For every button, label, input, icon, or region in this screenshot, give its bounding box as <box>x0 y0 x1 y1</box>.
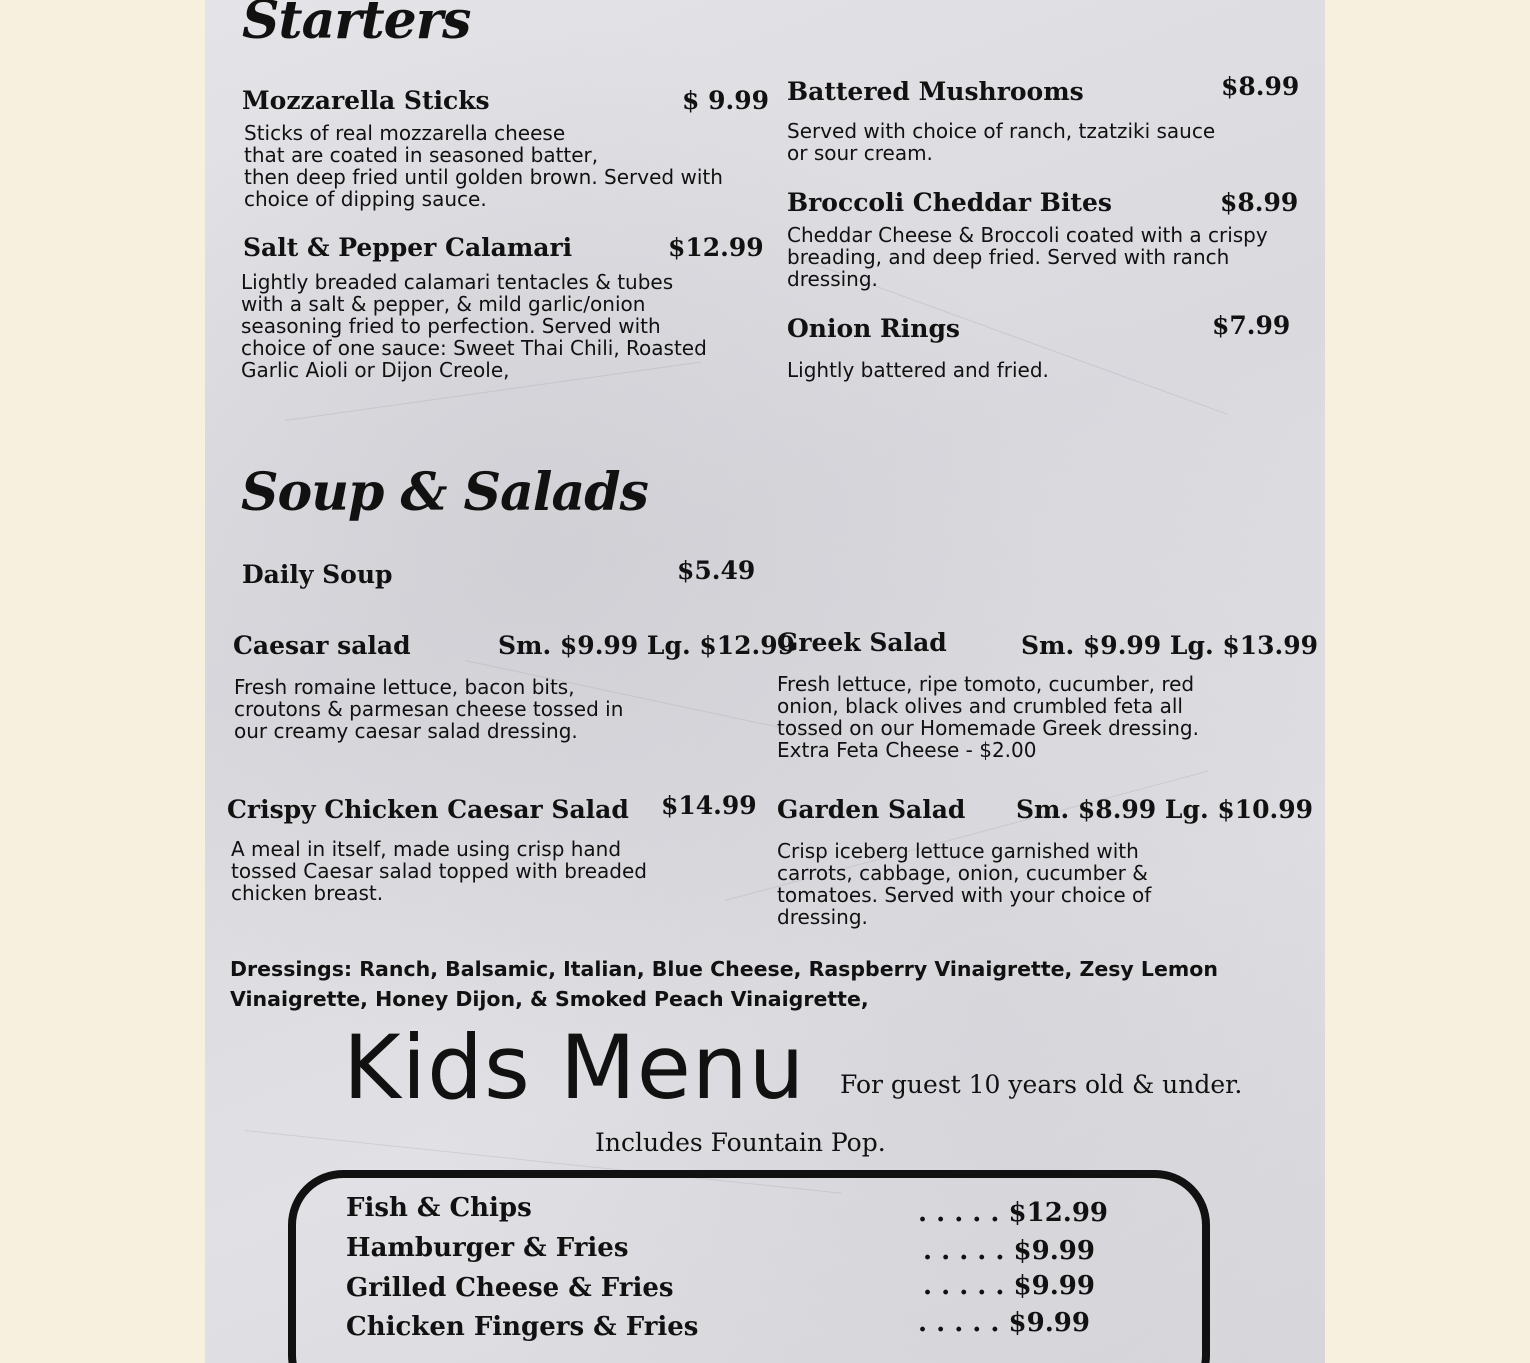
item-price-battered-mushrooms: $8.99 <box>1221 72 1300 101</box>
kids-item-name: Fish & Chips <box>346 1193 532 1223</box>
item-name-onion-rings: Onion Rings <box>787 314 961 343</box>
item-name-garden-salad: Garden Salad <box>777 795 966 824</box>
item-price-mozzarella-sticks: $ 9.99 <box>682 86 769 115</box>
item-desc-salt-pepper-calamari: Lightly breaded calamari tentacles & tubes with a salt & pepper, & mild garlic/onion seasoning fried to perfection. Served with choice of one sauce: Sweet Thai Chili, Roasted Garlic Aioli or Dijon Creole, <box>241 270 707 382</box>
item-name-salt-pepper-calamari: Salt & Pepper Calamari <box>243 233 573 262</box>
item-price-caesar-salad: Sm. $9.99 Lg. $12.99 <box>498 631 796 660</box>
starters-title: Starters <box>242 0 471 51</box>
item-name-caesar-salad: Caesar salad <box>233 631 411 660</box>
kids-item-name: Hamburger & Fries <box>346 1233 629 1263</box>
soups-salads-title: Soup & Salads <box>241 462 648 523</box>
item-desc-garden-salad: Crisp iceberg lettuce garnished with carrots, cabbage, onion, cucumber & tomatoes. Served with your choice of dressing. <box>777 839 1152 929</box>
item-price-crispy-chicken-caesar-salad: $14.99 <box>661 791 757 820</box>
item-desc-mozzarella-sticks: Sticks of real mozzarella cheese that are coated in seasoned batter, then deep fried until golden brown. Served with choice of dipping sauce. <box>244 121 723 211</box>
item-price-onion-rings: $7.99 <box>1212 311 1291 340</box>
item-price-broccoli-cheddar-bites: $8.99 <box>1220 188 1299 217</box>
item-name-daily-soup: Daily Soup <box>242 560 393 589</box>
kids-item-price: . . . . . $9.99 <box>923 1271 1095 1301</box>
kids-item-price: . . . . . $9.99 <box>923 1236 1095 1266</box>
kids-item-price: . . . . . $9.99 <box>918 1308 1090 1338</box>
item-desc-broccoli-cheddar-bites: Cheddar Cheese & Broccoli coated with a crispy breading, and deep fried. Served with ranch dressing. <box>787 223 1268 291</box>
item-desc-caesar-salad: Fresh romaine lettuce, bacon bits, croutons & parmesan cheese tossed in our creamy caesar salad dressing. <box>234 675 624 743</box>
kids-item-name: Chicken Fingers & Fries <box>346 1312 699 1342</box>
item-desc-greek-salad: Fresh lettuce, ripe tomoto, cucumber, red onion, black olives and crumbled feta all tossed on our Homemade Greek dressing. Extra Feta Cheese - $2.00 <box>777 672 1199 762</box>
kids-menu-title: Kids Menu <box>343 1016 806 1119</box>
item-price-salt-pepper-calamari: $12.99 <box>668 233 764 262</box>
item-name-mozzarella-sticks: Mozzarella Sticks <box>242 86 490 115</box>
dressings-list: Dressings: Ranch, Balsamic, Italian, Blue Cheese, Raspberry Vinaigrette, Zesy Lemon Vinaigrette, Honey Dijon, & Smoked Peach Vinaigrette, <box>230 957 1218 1011</box>
kids-age-note: For guest 10 years old & under. <box>840 1070 1243 1099</box>
menu-page <box>205 0 1325 1363</box>
kids-item-price: . . . . . $12.99 <box>918 1198 1109 1228</box>
item-desc-onion-rings: Lightly battered and fried. <box>787 358 1049 382</box>
item-name-greek-salad: Greek Salad <box>777 628 947 657</box>
item-price-garden-salad: Sm. $8.99 Lg. $10.99 <box>1016 795 1314 824</box>
item-name-broccoli-cheddar-bites: Broccoli Cheddar Bites <box>787 188 1112 217</box>
item-name-battered-mushrooms: Battered Mushrooms <box>787 77 1084 106</box>
kids-item-name: Grilled Cheese & Fries <box>346 1273 674 1303</box>
item-desc-battered-mushrooms: Served with choice of ranch, tzatziki sauce or sour cream. <box>787 119 1216 165</box>
item-price-daily-soup: $5.49 <box>677 556 756 585</box>
item-name-crispy-chicken-caesar-salad: Crispy Chicken Caesar Salad <box>227 795 629 824</box>
item-price-greek-salad: Sm. $9.99 Lg. $13.99 <box>1021 631 1319 660</box>
kids-drink-note: Includes Fountain Pop. <box>595 1128 886 1157</box>
item-desc-crispy-chicken-caesar-salad: A meal in itself, made using crisp hand tossed Caesar salad topped with breaded chicken breast. <box>231 837 647 905</box>
